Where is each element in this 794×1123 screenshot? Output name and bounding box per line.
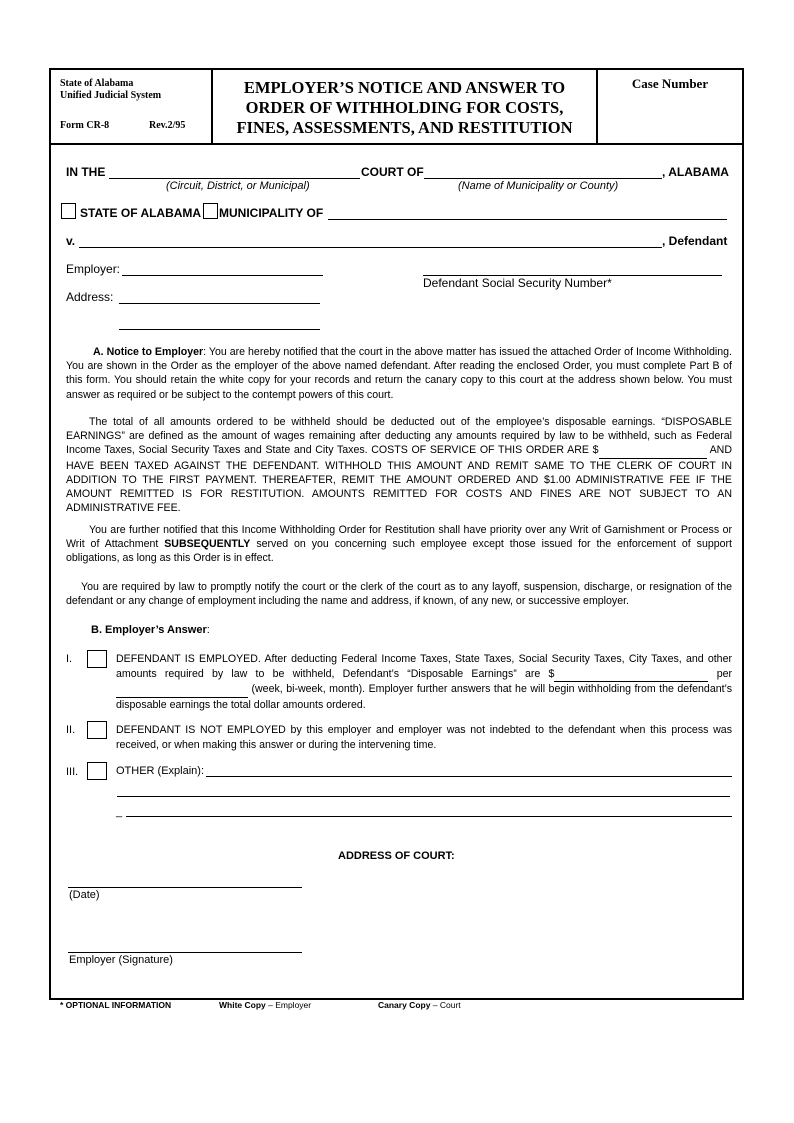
defendant-label: , Defendant: [662, 234, 728, 248]
answer-heading: [91, 624, 210, 636]
disposable-earnings-field[interactable]: [554, 667, 708, 683]
state-of-alabama-label: STATE OF ALABAMA: [80, 206, 202, 220]
notice-heading: A. Notice to Employer: [93, 346, 204, 358]
employer-signature-field[interactable]: [68, 952, 302, 953]
option-i-text: [116, 652, 732, 712]
employer-label: Employer:: [66, 262, 121, 276]
court-type-hint: (Circuit, District, or Municipal): [166, 180, 310, 192]
case-number-label: Case Number: [631, 76, 709, 91]
form-revision: Rev.2/95: [149, 120, 186, 131]
defendant-name-field[interactable]: [79, 247, 662, 248]
address-label: Address:: [66, 290, 114, 304]
ssn-label: Defendant Social Security Number*: [423, 276, 612, 290]
notice-text-2a: The total of all amounts ordered to be withheld should be deducted out of the employee’s disposable earnings. “DISPOSABLE EARNINGS” are defined as the amount of wages remaining after deducting any amounts required by law to be withheld, such as Federal Income Taxes, Social Security Taxes and State and City Taxes. COSTS OF SERVICE OF THIS ORDER ARE $: [66, 416, 732, 457]
court-type-field[interactable]: [109, 178, 360, 179]
title-line-2: ORDER OF WITHHOLDING FOR COSTS,: [245, 98, 564, 117]
municipality-county-field[interactable]: [424, 178, 662, 179]
state-of-alabama-checkbox[interactable]: [61, 203, 76, 219]
notice-paragraph-3: [66, 523, 732, 566]
notice-text-3a: You are further notified that this Income Withholding Order for Restitution shall have priority over any Writ of Garnishment or Process or Writ of Attachment: [66, 524, 732, 551]
other-explain-label: OTHER (Explain):: [116, 765, 205, 777]
notice-paragraph-1: [66, 345, 732, 402]
answer-heading-colon: :: [206, 624, 210, 636]
option-ii-number: II.: [66, 724, 76, 736]
municipality-checkbox[interactable]: [203, 203, 218, 219]
versus-label: v.: [66, 234, 76, 248]
optional-information-note: * OPTIONAL INFORMATION: [60, 1000, 172, 1010]
option-ii-text: DEFENDANT IS NOT EMPLOYED by this employer and employer was not indebted to the defendant when this process was received, or when making this answer or during the intervening time.: [116, 724, 732, 751]
option-i-per: per: [708, 667, 733, 680]
municipality-name-field[interactable]: [328, 219, 727, 220]
white-copy-note: [219, 1000, 311, 1010]
other-explain-line-3[interactable]: [126, 816, 732, 817]
notice-text-3b: served on you concerning such employee except those issued for the enforcement of support obligations, as long as this Order is in effect.: [66, 538, 732, 565]
white-copy-label: White Copy: [219, 1000, 266, 1010]
case-number-field[interactable]: [600, 96, 740, 140]
court-of-label: COURT OF: [361, 165, 424, 179]
defendant-employed-checkbox[interactable]: [87, 650, 107, 668]
header-divider: [49, 143, 744, 145]
notice-text-3-bold: SUBSEQUENTLY: [164, 538, 251, 551]
state-label: State of Alabama: [60, 78, 134, 89]
costs-of-service-field[interactable]: [599, 443, 707, 458]
employer-field[interactable]: [122, 275, 323, 276]
municipality-county-hint: (Name of Municipality or County): [458, 180, 619, 192]
notice-text-2b: AND HAVE BEEN TAXED AGAINST THE DEFENDANT. WITHHOLD THIS AMOUNT AND REMIT SAME TO THE CLERK OF COURT IN ADDITION TO THE FIRST PAYMENT. THEREAFTER, REMIT THE AMOUNT ORDERED AND $1.00 ADMINISTRATIVE FEE IF THE AMOUNT REMITTED IS FOR RESTITUTION. AMOUNTS REMITTED FOR COSTS AND FINES ARE NOT SUBJECT TO AN ADMINISTRATIVE FEE.: [66, 444, 732, 515]
employer-signature-label: Employer (Signature): [69, 954, 173, 966]
title-line-1: EMPLOYER’S NOTICE AND ANSWER TO: [243, 78, 566, 97]
pay-period-field[interactable]: [116, 682, 248, 698]
option-i-number: I.: [66, 653, 73, 665]
header-left: [60, 78, 161, 102]
date-field[interactable]: [68, 887, 302, 888]
notice-paragraph-4: You are required by law to promptly notify the court or the clerk of the court as to any layoff, suspension, discharge, or resignation of the defendant or any change of employment including the name and address, if known, of any new, or successive employer.: [66, 581, 732, 608]
other-checkbox[interactable]: [87, 762, 107, 780]
other-explain-dash: _: [116, 806, 123, 818]
municipality-of-label: MUNICIPALITY OF: [219, 206, 324, 220]
answer-heading-text: B. Employer’s Answer: [91, 624, 207, 636]
option-iii-number: III.: [66, 766, 79, 778]
system-label: Unified Judicial System: [60, 90, 162, 101]
canary-copy-recipient: – Court: [430, 1000, 461, 1010]
form-number: Form CR-8: [60, 120, 110, 131]
canary-copy-label: Canary Copy: [378, 1000, 431, 1010]
date-label: (Date): [69, 889, 100, 901]
notice-text-1: : You are hereby notified that the court in the above matter has issued the attached Order of Income Withholding. You are shown in the Order as the employer of the above named defendant. After reading the enclosed Order, you must complete Part B of this form. You should retain the white copy for your records and return the canary copy to this court at the address shown below. You must answer as required or be subject to the contempt powers of this court.: [66, 346, 732, 401]
address-of-court-label: ADDRESS OF COURT:: [338, 850, 455, 862]
option-i-text-b: (week, bi-week, month). Employer further answers that he will begin withholding from the defendant’s disposable earnings the total dollar amounts ordered.: [116, 683, 732, 711]
form-title: [213, 78, 596, 138]
title-line-3: FINES, ASSESSMENTS, AND RESTITUTION: [236, 118, 573, 137]
in-the-label: IN THE: [66, 165, 106, 179]
alabama-label: , ALABAMA: [662, 165, 729, 179]
defendant-not-employed-checkbox[interactable]: [87, 721, 107, 739]
notice-paragraph-2: [66, 415, 732, 515]
other-explain-line-2[interactable]: [117, 796, 730, 797]
option-i-text-a: DEFENDANT IS EMPLOYED. After deducting Federal Income Taxes, State Taxes, Social Security Taxes, City Taxes, and other amounts required by law to be withheld, Defendant’s “Disposable Earnings” are $: [116, 653, 732, 680]
other-explain-line-1[interactable]: [206, 776, 732, 777]
address-line-2-field[interactable]: [119, 329, 320, 330]
address-line-1-field[interactable]: [119, 303, 320, 304]
white-copy-recipient: – Employer: [265, 1000, 312, 1010]
canary-copy-note: [378, 1000, 461, 1010]
